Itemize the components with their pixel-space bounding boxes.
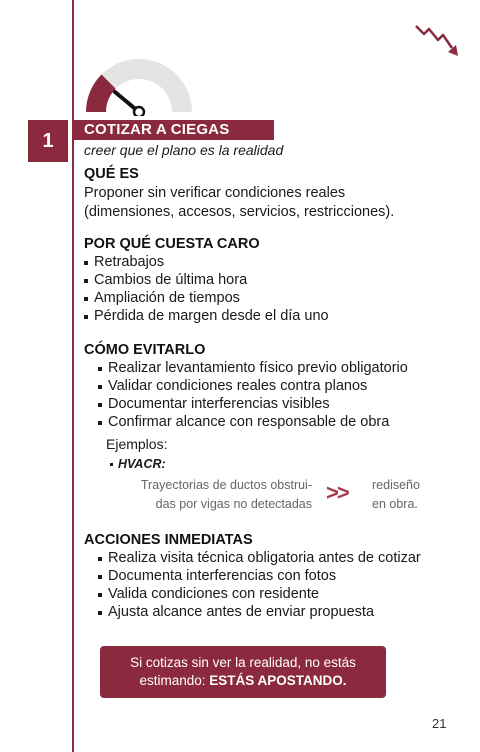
list-item: Valida condiciones con residente bbox=[98, 585, 421, 603]
example-result bbox=[372, 476, 452, 514]
section-subtitle: creer que el plano es la realidad bbox=[84, 142, 284, 158]
como-list bbox=[98, 359, 408, 431]
list-item: Cambios de última hora bbox=[84, 271, 329, 289]
example-problem bbox=[120, 476, 312, 514]
que-es-line-2: (dimensiones, accesos, servicios, restricciones). bbox=[84, 204, 395, 220]
banner-bold-text: ESTÁS APOSTANDO. bbox=[209, 673, 347, 688]
banner-normal-text: estimando: bbox=[139, 673, 210, 688]
que-es-heading: QUÉ ES bbox=[84, 166, 139, 182]
list-item: Retrabajos bbox=[84, 253, 329, 271]
example-problem-line: Trayectorias de ductos obstrui- bbox=[140, 478, 312, 492]
examples-category: HVACR: bbox=[110, 457, 166, 471]
trend-down-icon bbox=[414, 20, 460, 58]
examples-label: Ejemplos: bbox=[106, 436, 168, 452]
como-heading: CÓMO EVITARLO bbox=[84, 342, 206, 358]
warning-banner bbox=[100, 646, 386, 698]
list-item: Validar condiciones reales contra planos bbox=[98, 377, 408, 395]
banner-line-1: Si cotizas sin ver la realidad, no estás bbox=[130, 655, 356, 670]
acciones-heading: ACCIONES INMEDIATAS bbox=[84, 532, 253, 548]
list-item: Confirmar alcance con responsable de obra bbox=[98, 413, 408, 431]
list-item: Ampliación de tiempos bbox=[84, 289, 329, 307]
list-item: Documentar interferencias visibles bbox=[98, 395, 408, 413]
acciones-list bbox=[98, 549, 421, 621]
page-number: 21 bbox=[432, 716, 447, 731]
example-result-line: rediseño bbox=[372, 478, 420, 492]
example-problem-line: das por vigas no detectadas bbox=[155, 497, 312, 511]
section-number: 1 bbox=[28, 120, 68, 162]
banner-line-2 bbox=[139, 672, 346, 690]
list-item: Realiza visita técnica obligatoria antes de cotizar bbox=[98, 549, 421, 567]
por-que-list bbox=[84, 253, 329, 325]
margin-line bbox=[72, 0, 74, 752]
example-result-line: en obra. bbox=[372, 497, 418, 511]
gauge-icon bbox=[80, 52, 198, 116]
double-arrow-icon: >> bbox=[326, 480, 348, 505]
que-es-line-1: Proponer sin verificar condiciones reales bbox=[84, 185, 346, 201]
section-title: COTIZAR A CIEGAS bbox=[84, 121, 230, 138]
list-item: Realizar levantamiento físico previo obligatorio bbox=[98, 359, 408, 377]
por-que-heading: POR QUÉ CUESTA CARO bbox=[84, 236, 260, 252]
list-item: Ajusta alcance antes de enviar propuesta bbox=[98, 603, 421, 621]
list-item: Pérdida de margen desde el día uno bbox=[84, 307, 329, 325]
list-item: Documenta interferencias con fotos bbox=[98, 567, 421, 585]
